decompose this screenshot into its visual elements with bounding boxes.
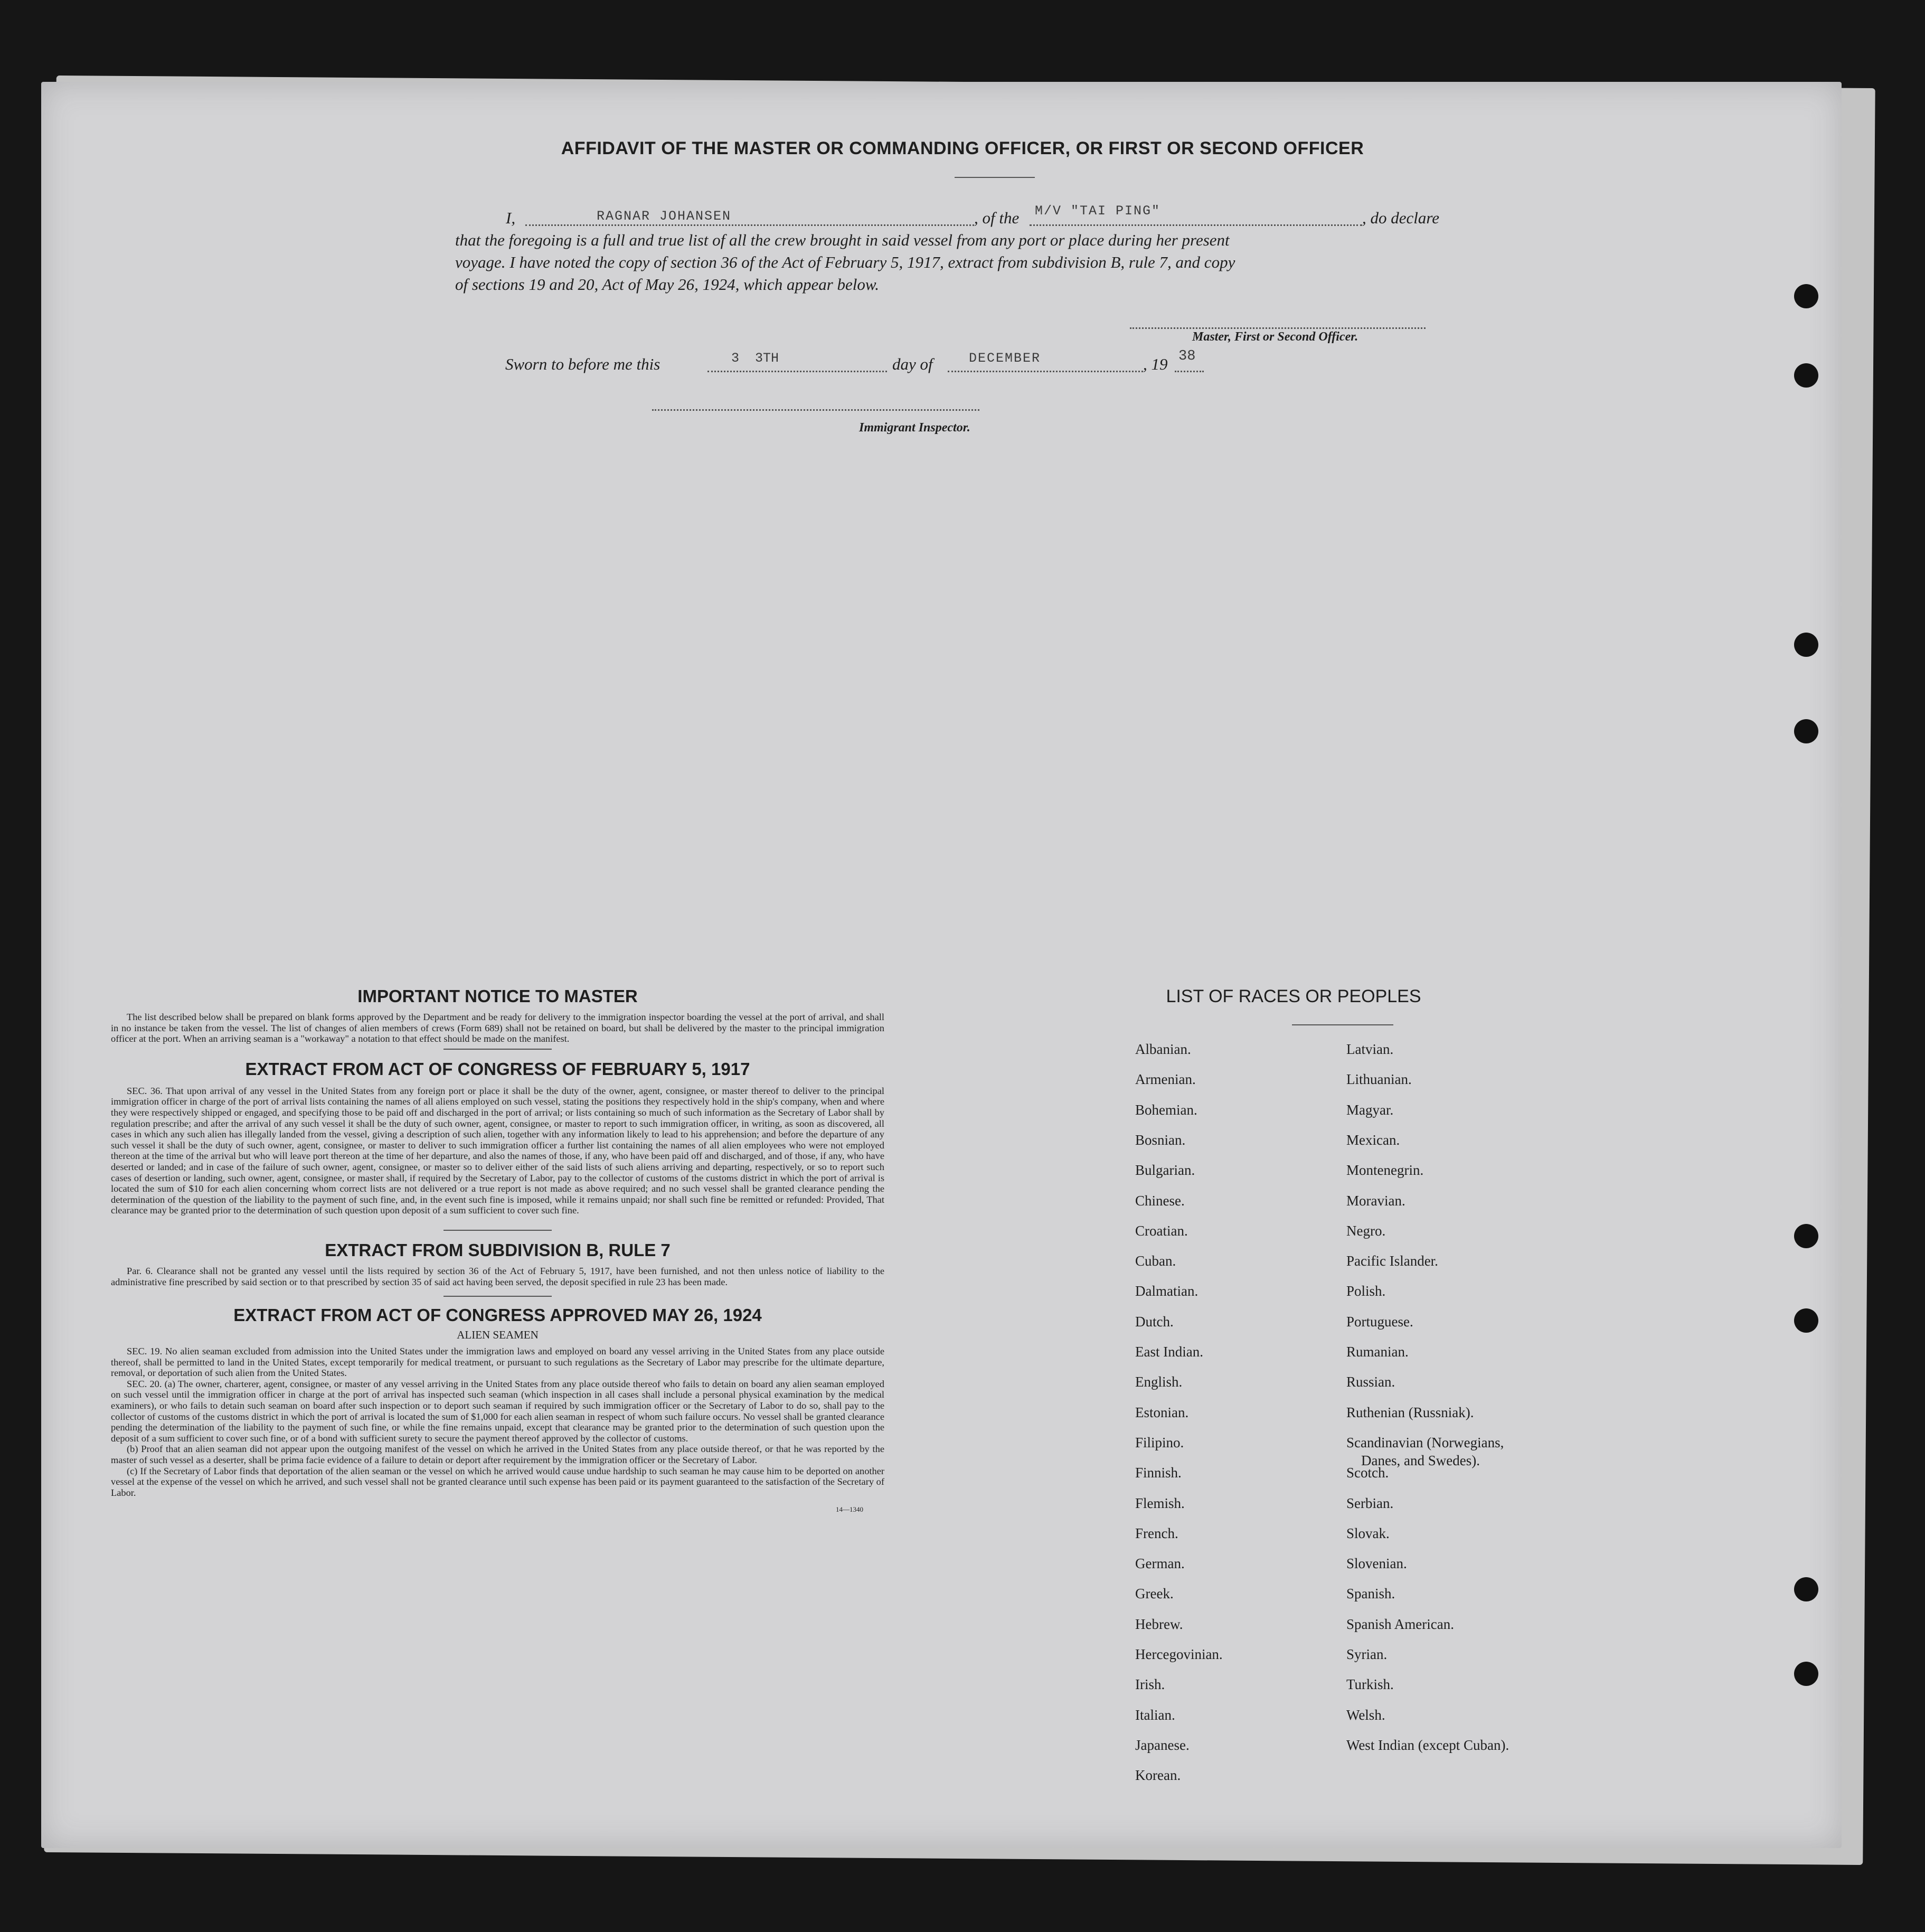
race-item: Greek. [1135,1586,1174,1602]
binder-hole [1794,1662,1818,1686]
races-heading-divider [1292,1024,1393,1025]
master-signature-caption: Master, First or Second Officer. [1192,330,1358,344]
race-item: Dalmatian. [1135,1283,1199,1299]
race-item: Montenegrin. [1346,1162,1424,1179]
inspector-signature-line [652,409,979,411]
extract-1924-heading: EXTRACT FROM ACT OF CONGRESS APPROVED MAY 26, 1924 [233,1305,762,1325]
race-item: Danes, and Swedes). [1361,1452,1480,1468]
race-item: English. [1135,1374,1183,1390]
race-item: Bohemian. [1135,1101,1197,1118]
year-line [1175,371,1204,372]
vessel-name: M/V "TAI PING" [1035,203,1161,219]
race-item: Armenian. [1135,1071,1196,1088]
race-item: Hebrew. [1135,1616,1183,1632]
race-item: Dutch. [1135,1313,1174,1330]
race-item: Spanish. [1346,1586,1395,1602]
race-item: Syrian. [1346,1646,1388,1662]
divider [443,1230,552,1231]
binder-hole [1794,1308,1818,1333]
inspector-caption: Immigrant Inspector. [859,421,970,435]
race-item: French. [1135,1525,1178,1541]
race-item: Slovenian. [1346,1556,1407,1572]
binder-hole [1794,363,1818,388]
extract-rule7-heading: EXTRACT FROM SUBDIVISION B, RULE 7 [325,1240,671,1260]
sworn-year: 38 [1178,348,1196,364]
extract-1917-text: SEC. 36. That upon arrival of any vessel in the United States from any foreign port or place it shall be the duty of the owner, agent, consignee, or master thereof to deliver to the principal immigration officer in charge of the port of arrival lists containing the names of all aliens employed on such vessel, stating the positions they respectively hold in the ship's company, when and where they were respectively shipped or engaged, and specifying those to be paid off and discharged in the port of arrival; or lists containing so much of such information as the Secretary of Labor shall by regulation prescribe; and after the arrival of any such vessel it shall be the duty of such owner, agent, consignee, or master to report to such immigration officer, in writing, as soon as discovered, all cases in which any such alien has illegally landed from the vessel, giving a description of such alien, together with any information likely to lead to his apprehension; and before the departure of any such vessel it shall be the duty of such owner, agent, consignee, or master to deliver to such immigration officer a further list containing the names of all alien employees who were not employed thereon at the time of the arrival but who will leave port thereon at the time of her departure, and also the names of those, if any, who have been paid off and discharged, and of those, if any, who have deserted or landed; and in case of the failure of such owner, agent, consignee, or master so to deliver either of the said lists of such aliens arriving and departing, respectively, or so to report such cases of desertion or landing, such owner, agent, consignee, or master shall, if required by the Secretary of Labor, pay to the collector of customs of the customs district in which the port of arrival is located the sum of $10 for each alien concerning whom correct lists are not delivered or a true report is not made as above required; and no such vessel shall be granted clearance pending the determination of the question of the liability to the payment of such fine, and, in the event such fine is imposed, while it remains unpaid; nor shall such fine be remitted or refunded: Provided, That clearance may be granted prior to the determination of such question upon deposit of a sum sufficient to cover such fine. [111,1085,884,1216]
divider [443,1049,552,1050]
race-item: Croatian. [1135,1222,1188,1239]
race-item: Spanish American. [1346,1616,1454,1632]
vessel-line [1030,224,1362,226]
race-item: Estonian. [1135,1404,1189,1420]
sec-19: SEC. 19. No alien seaman excluded from admission into the United States under the immigration laws and employed on board any vessel arriving in the United States from any place outside thereof, shall be permitted to land in the United States, except temporarily for medical treatment, or pursuant to such regulations as the Secretary of Labor may prescribe for the ultimate departure, removal, or deportation of such alien from the United States. [111,1346,884,1379]
binder-hole [1794,633,1818,657]
extract-1924-text [111,1346,884,1498]
name-line [525,224,974,226]
race-item: Pacific Islander. [1346,1253,1438,1269]
race-item: Turkish. [1346,1676,1394,1693]
affidavit-heading: AFFIDAVIT OF THE MASTER OR COMMANDING OFFICER, OR FIRST OR SECOND OFFICER [561,138,1364,158]
race-item: Japanese. [1135,1737,1190,1753]
race-item: Finnish. [1135,1465,1182,1481]
affidavit-line-3: voyage. I have noted the copy of section 36 of the Act of February 5, 1917, extract from subdivision B, rule 7, and copy [455,253,1235,271]
race-item: Cuban. [1135,1253,1176,1269]
sec-20b: (b) Proof that an alien seaman did not appear upon the outgoing manifest of the vessel on which he arrived in the United States from any place outside thereof, or that he was reported by the master of such vessel as a deserter, shall be prima facie evidence of a failure to detain or deport after requirement by the immigration officer or the Secretary of Labor. [111,1444,884,1466]
master-signature-line [1130,327,1426,329]
race-item: Negro. [1346,1222,1386,1239]
binder-hole [1794,284,1818,308]
race-item: Ruthenian (Russniak). [1346,1404,1474,1420]
master-name: RAGNAR JOHANSEN [597,209,732,224]
extract-rule7-text: Par. 6. Clearance shall not be granted any vessel until the lists required by section 36 of the Act of February 5, 1917, have been furnished, and not then unless notice of liability to the administrative fine prescribed by said section or to that prescribed by section 35 of said act having been served, the deposit specified in rule 23 has been made. [111,1265,884,1287]
sworn-month-line [948,371,1143,372]
notice-text: The list described below shall be prepared on blank forms approved by the Department and be ready for delivery to the immigration inspector boarding the vessel at the port of arrival, and shall in no instance be taken from the vessel. The list of changes of alien members of crews (Form 689) shall not be retained on board, but shall be delivered by the master to the principal immigration officer at the port. When an arriving seaman is a "workaway" a notation to that effect should be made on the manifest. [111,1012,884,1044]
race-item: Welsh. [1346,1707,1385,1723]
race-item: Scandinavian (Norwegians, [1346,1434,1504,1450]
sworn-day: 3 3TH [731,351,779,366]
sworn-month: DECEMBER [969,351,1041,366]
do-declare-label: , do declare [1362,209,1440,227]
of-the-label: , of the [974,209,1020,227]
race-item: Lithuanian. [1346,1071,1412,1088]
race-item: Portuguese. [1346,1313,1413,1330]
divider [443,1296,552,1297]
affidavit-line-2: that the foregoing is a full and true list of all the crew brought in said vessel from any port or place during her present [455,231,1230,249]
race-item: Irish. [1135,1676,1165,1693]
race-item: Chinese. [1135,1192,1185,1209]
race-item: West Indian (except Cuban). [1346,1737,1509,1753]
race-item: Filipino. [1135,1434,1184,1450]
manifest-sheet [41,82,1842,1848]
race-item: Hercegovinian. [1135,1646,1223,1662]
binder-hole [1794,1224,1818,1248]
race-item: Mexican. [1346,1132,1400,1148]
race-item: German. [1135,1556,1185,1572]
race-item: Serbian. [1346,1495,1394,1511]
sworn-label: Sworn to before me this [505,355,660,373]
extract-1917-heading: EXTRACT FROM ACT OF CONGRESS OF FEBRUARY 5, 1917 [245,1059,750,1079]
sec-20c: (c) If the Secretary of Labor finds that deportation of the alien seaman or the vessel on which he arrived would cause undue hardship to such seaman he may cause him to be deported on another vessel at the expense of the vessel on which he arrived, and such vessel shall not be granted clearance until such expense has been paid or its payment guaranteed to the satisfaction of the Secretary of Labor. [111,1465,884,1498]
binder-hole [1794,719,1818,743]
race-item: Bosnian. [1135,1132,1186,1148]
race-item: Bulgarian. [1135,1162,1195,1179]
day-of-label: day of [892,355,933,373]
legal-notices [111,986,884,1514]
race-item: Albanian. [1135,1041,1191,1057]
race-item: Flemish. [1135,1495,1185,1511]
race-item: Magyar. [1346,1101,1394,1118]
race-item: Scotch. [1346,1465,1389,1481]
race-item: Slovak. [1346,1525,1390,1541]
race-item: Moravian. [1346,1192,1405,1209]
affidavit-line-4: of sections 19 and 20, Act of May 26, 1924, which appear below. [455,275,880,294]
sec-20a: SEC. 20. (a) The owner, charterer, agent, consignee, or master of any vessel arriving in the United States from any place outside thereof who fails to detain on board any alien seaman employed on such vessel until the immigration officer in charge at the port of arrival has inspected such seaman (which inspection in all cases shall include a personal physical examination by the medical examiners), or who fails to detain such seaman on board after such inspection or to deport such seaman if required by such immigration officer or the Secretary of Labor to do so, shall pay to the collector of customs of the customs district in which the port of arrival is located the sum of $1,000 for each alien seaman in respect of whom such failure occurs. No vessel shall be granted clearance pending the determination of the liability to the payment of such fine, or while the fine remains unpaid, except that clearance may be granted prior to the determination of such question upon the deposit of a sum sufficient to cover such fine, or of a bond with sufficient surety to secure the payment thereof approved by the collector of customs. [111,1378,884,1444]
binder-hole [1794,1577,1818,1601]
races-heading: LIST OF RACES OR PEOPLES [1166,986,1421,1006]
race-item: Rumanian. [1346,1344,1409,1360]
race-item: Korean. [1135,1767,1181,1784]
heading-divider [955,177,1035,178]
sworn-day-line [707,371,887,372]
form-number: 14—1340 [836,1505,863,1514]
race-item: Polish. [1346,1283,1386,1299]
notice-heading: IMPORTANT NOTICE TO MASTER [357,986,638,1006]
alien-seamen-subheading: ALIEN SEAMEN [457,1328,539,1342]
race-item: Russian. [1346,1374,1395,1390]
year-prefix: , 19 [1143,355,1168,373]
race-item: East Indian. [1135,1344,1203,1360]
race-item: Italian. [1135,1707,1175,1723]
i-label: I, [506,209,516,227]
race-item: Latvian. [1346,1041,1394,1057]
